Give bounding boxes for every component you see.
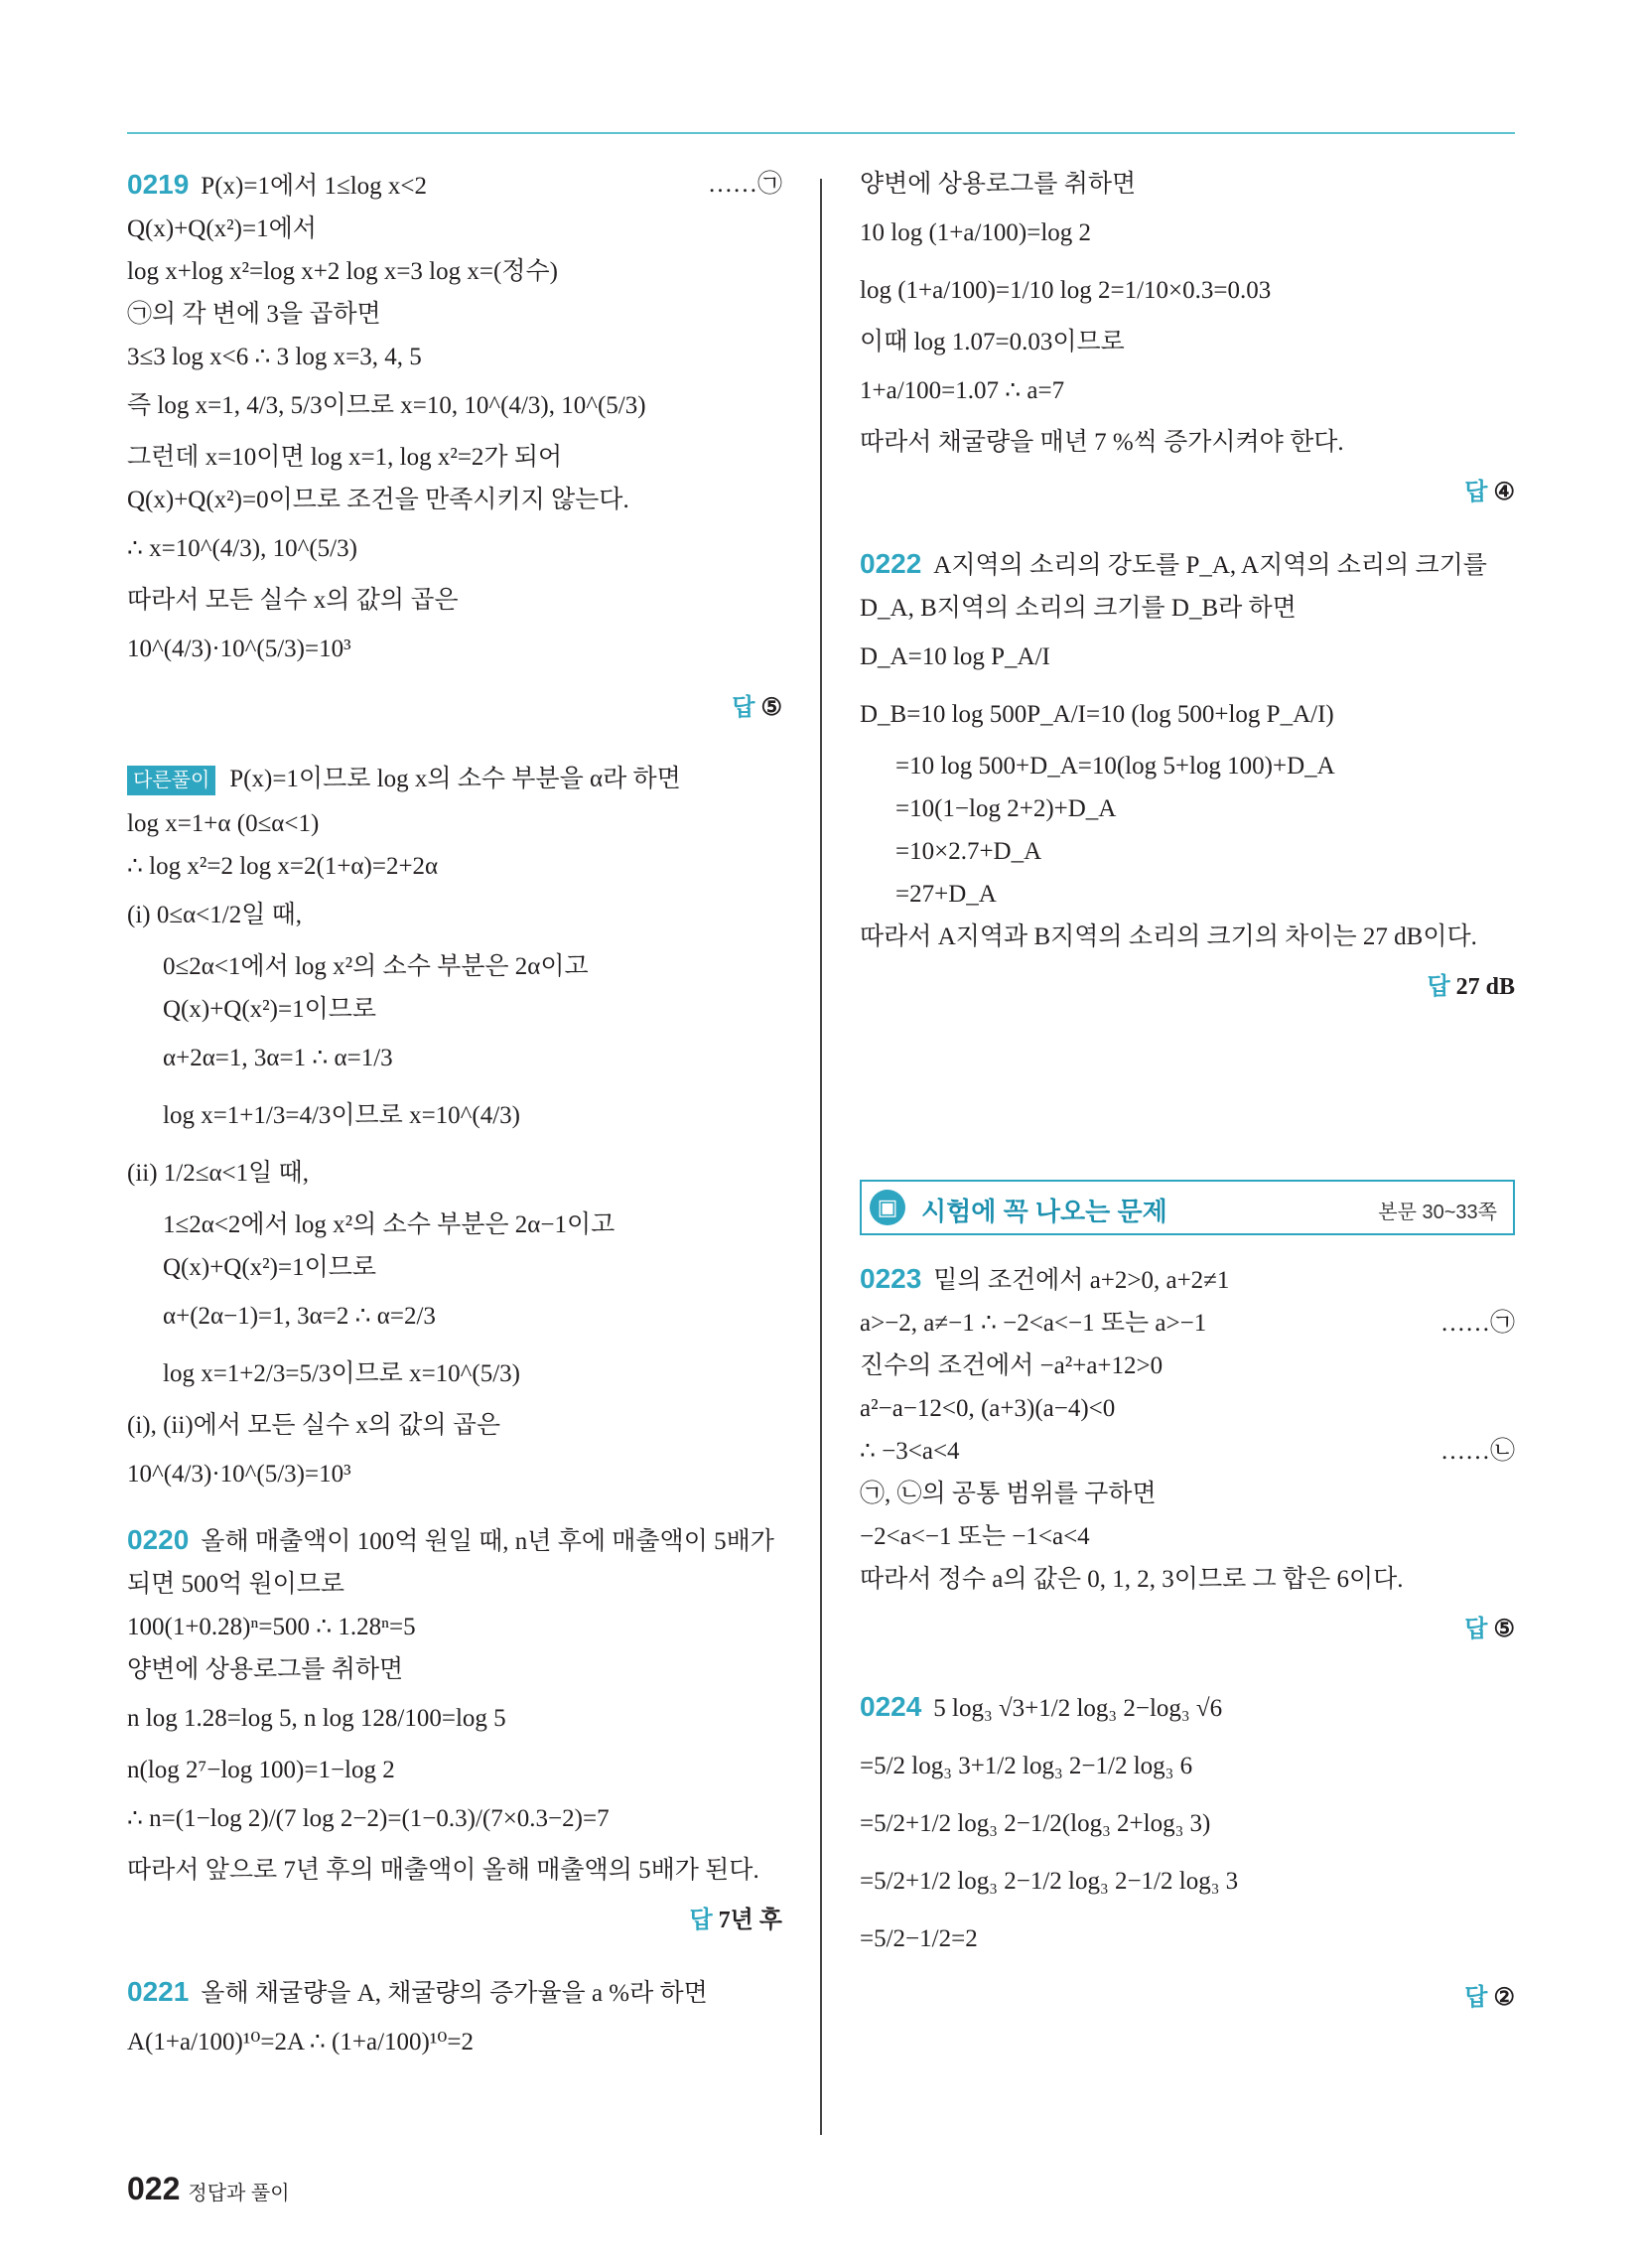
- solution-line: Q(x)+Q(x²)=1이므로: [163, 996, 377, 1023]
- left-column: [127, 171, 782, 2080]
- section-page-ref: 본문 30~33쪽: [1378, 1202, 1497, 1223]
- solution-line: n log 1.28=log 5, n log 128/100=log 5: [127, 1705, 506, 1732]
- answer-value: ②: [1493, 1985, 1515, 2011]
- solution-line: =5/2+1/2 log₃ 2−1/2 log₃ 2−1/2 log₃ 3: [860, 1868, 1239, 1895]
- solution-line: 양변에 상용로그를 취하면: [860, 171, 1137, 198]
- solution-line: a²−a−12<0, (a+3)(a−4)<0: [860, 1395, 1116, 1422]
- problem-0224: [860, 1687, 1515, 2012]
- solution-line: 양변에 상용로그를 취하면: [127, 1656, 404, 1683]
- problem-0221-continued: [860, 171, 1515, 506]
- answer-0224: [860, 1977, 1515, 2012]
- problem-0219: [127, 171, 782, 722]
- solution-line: 10^(4/3)·10^(5/3)=10³: [127, 1461, 351, 1488]
- answer-label: 답: [1427, 973, 1450, 1000]
- solution-line: ㉠의 각 변에 3을 곱하면: [127, 301, 381, 328]
- answer-0223: [860, 1609, 1515, 1643]
- solution-line: 올해 매출액이 100억 원일 때, n년 후에 매출액이 5배가: [201, 1528, 774, 1555]
- answer-value: ⑤: [760, 695, 782, 721]
- solution-line: n(log 2⁷−log 100)=1−log 2: [127, 1757, 395, 1783]
- problem-number: 0220: [127, 1524, 190, 1555]
- alternative-solution: [127, 766, 782, 1494]
- problem-0222: [860, 550, 1515, 1001]
- solution-line: 따라서 모든 실수 x의 값의 곱은: [127, 587, 459, 614]
- solution-line: Q(x)+Q(x²)=0이므로 조건을 만족시키지 않는다.: [127, 487, 629, 513]
- solution-line: 올해 채굴량을 A, 채굴량의 증가율을 a %라 하면: [201, 1980, 708, 2007]
- solution-line: 따라서 앞으로 7년 후의 매출액이 올해 매출액의 5배가 된다.: [127, 1857, 759, 1884]
- solution-line: ∴ n=(1−log 2)/(7 log 2−2)=(1−0.3)/(7×0.3−2)=7: [127, 1805, 610, 1832]
- solution-line: log x+log x²=log x+2 log x=3 log x=(정수): [127, 258, 558, 285]
- answer-0222: [860, 966, 1515, 1001]
- solution-line: 1≤2α<2에서 log x²의 소수 부분은 2α−1이고: [163, 1211, 616, 1238]
- solution-line: (ii) 1/2≤α<1일 때,: [127, 1160, 309, 1187]
- reference-mark: ……㉠: [1439, 1310, 1515, 1337]
- right-column: [860, 171, 1515, 2055]
- problem-0220: [127, 1526, 782, 1934]
- answer-label: 답: [1464, 1984, 1488, 2011]
- solution-line: α+2α=1, 3α=1 ∴ α=1/3: [163, 1045, 393, 1071]
- solution-line: =10×2.7+D_A: [895, 838, 1042, 865]
- solution-line: 따라서 정수 a의 값은 0, 1, 2, 3이므로 그 합은 6이다.: [860, 1566, 1404, 1593]
- problem-number: 0223: [860, 1263, 922, 1294]
- answer-label: 답: [1464, 479, 1488, 505]
- solution-line: 따라서 A지역과 B지역의 소리의 크기의 차이는 27 dB이다.: [860, 923, 1477, 950]
- solution-line: D_A, B지역의 소리의 크기를 D_B라 하면: [860, 595, 1297, 622]
- solution-line: α+(2α−1)=1, 3α=2 ∴ α=2/3: [163, 1303, 436, 1330]
- answer-value: ⑤: [1493, 1617, 1515, 1642]
- solution-line: D_B=10 log 500P_A/I=10 (log 500+log P_A/I): [860, 701, 1334, 728]
- book-icon: ▣: [870, 1190, 905, 1225]
- footer-label: 정답과 풀이: [188, 2183, 290, 2204]
- solution-line: =10(1−log 2+2)+D_A: [895, 795, 1117, 822]
- reference-mark: ……㉡: [1439, 1438, 1515, 1465]
- solution-line: =10 log 500+D_A=10(log 5+log 100)+D_A: [895, 753, 1335, 780]
- solution-line: −2<a<−1 또는 −1<a<4: [860, 1523, 1090, 1550]
- page-footer: [127, 2171, 290, 2207]
- section-header: [860, 1180, 1515, 1235]
- solution-line: 이때 log 1.07=0.03이므로: [860, 329, 1125, 355]
- alt-solution-tag: 다른풀이: [127, 766, 215, 795]
- problem-0223: [860, 1265, 1515, 1643]
- solution-line: a>−2, a≠−1 ∴ −2<a<−1 또는 a>−1: [860, 1310, 1207, 1337]
- answer-label: 답: [689, 1907, 713, 1933]
- reference-mark: ……㉠: [707, 171, 782, 198]
- page-number: 022: [127, 2171, 181, 2206]
- solution-line: 3≤3 log x<6 ∴ 3 log x=3, 4, 5: [127, 344, 422, 370]
- solution-line: =5/2+1/2 log₃ 2−1/2(log₃ 2+log₃ 3): [860, 1810, 1211, 1837]
- solution-line: =27+D_A: [895, 881, 997, 908]
- solution-line: 밑의 조건에서 a+2>0, a+2≠1: [933, 1267, 1230, 1294]
- solution-line: 즉 log x=1, 4/3, 5/3이므로 x=10, 10^(4/3), 10^(5/3): [127, 392, 646, 419]
- solution-line: 1+a/100=1.07 ∴ a=7: [860, 377, 1065, 404]
- solution-line: D_A=10 log P_A/I: [860, 643, 1050, 670]
- solution-line: =5/2 log₃ 3+1/2 log₃ 2−1/2 log₃ 6: [860, 1753, 1193, 1779]
- problem-number: 0222: [860, 548, 922, 579]
- solution-line: A(1+a/100)¹⁰=2A ∴ (1+a/100)¹⁰=2: [127, 2029, 474, 2055]
- solution-line: 100(1+0.28)ⁿ=500 ∴ 1.28ⁿ=5: [127, 1614, 416, 1640]
- problem-number: 0219: [127, 169, 190, 200]
- solution-line: Q(x)+Q(x²)=1이므로: [163, 1254, 377, 1281]
- answer-label: 답: [732, 694, 755, 721]
- answer-0220: [127, 1900, 782, 1934]
- problem-0221: [127, 1978, 782, 2062]
- solution-line: 따라서 채굴량을 매년 7 %씩 증가시켜야 한다.: [860, 429, 1344, 456]
- problem-number: 0221: [127, 1976, 190, 2007]
- solution-line: 10^(4/3)·10^(5/3)=10³: [127, 636, 351, 662]
- solution-line: 진수의 조건에서 −a²+a+12>0: [860, 1352, 1163, 1379]
- header-rule: [127, 132, 1515, 134]
- answer-value: ④: [1493, 480, 1515, 505]
- solution-line: P(x)=1에서 1≤log x<2: [201, 173, 428, 200]
- solution-line: 그런데 x=10이면 log x=1, log x²=2가 되어: [127, 444, 563, 471]
- answer-label: 답: [1464, 1616, 1488, 1642]
- solution-line: log (1+a/100)=1/10 log 2=1/10×0.3=0.03: [860, 277, 1272, 304]
- solution-line: log x=1+1/3=4/3이므로 x=10^(4/3): [163, 1102, 521, 1129]
- solution-line: (i), (ii)에서 모든 실수 x의 값의 곱은: [127, 1412, 501, 1439]
- solution-line: ∴ −3<a<4: [860, 1438, 960, 1465]
- problem-number: 0224: [860, 1691, 922, 1722]
- solution-line: P(x)=1이므로 log x의 소수 부분을 α라 하면: [229, 766, 681, 792]
- solution-line: 0≤2α<1에서 log x²의 소수 부분은 2α이고: [163, 953, 589, 980]
- solution-line: ∴ log x²=2 log x=2(1+α)=2+2α: [127, 853, 439, 880]
- solution-line: log x=1+α (0≤α<1): [127, 810, 320, 837]
- answer-0221: [860, 472, 1515, 506]
- solution-line: 10 log (1+a/100)=log 2: [860, 219, 1092, 246]
- solution-line: log x=1+2/3=5/3이므로 x=10^(5/3): [163, 1360, 521, 1387]
- solution-line: ∴ x=10^(4/3), 10^(5/3): [127, 535, 357, 562]
- solution-line: 5 log₃ √3+1/2 log₃ 2−log₃ √6: [933, 1695, 1223, 1722]
- answer-0219: [127, 687, 782, 722]
- answer-value: 27 dB: [1455, 974, 1515, 1000]
- solution-line: (i) 0≤α<1/2일 때,: [127, 902, 303, 928]
- column-divider: [820, 179, 822, 2135]
- solution-line: 되면 500억 원이므로: [127, 1571, 345, 1598]
- answer-value: 7년 후: [718, 1908, 782, 1933]
- solution-line: ㉠, ㉡의 공통 범위를 구하면: [860, 1481, 1157, 1507]
- section-title: 시험에 꼭 나오는 문제: [921, 1197, 1167, 1226]
- solution-line: =5/2−1/2=2: [860, 1925, 978, 1952]
- solution-line: A지역의 소리의 강도를 P_A, A지역의 소리의 크기를: [933, 552, 1487, 579]
- solution-line: Q(x)+Q(x²)=1에서: [127, 215, 317, 242]
